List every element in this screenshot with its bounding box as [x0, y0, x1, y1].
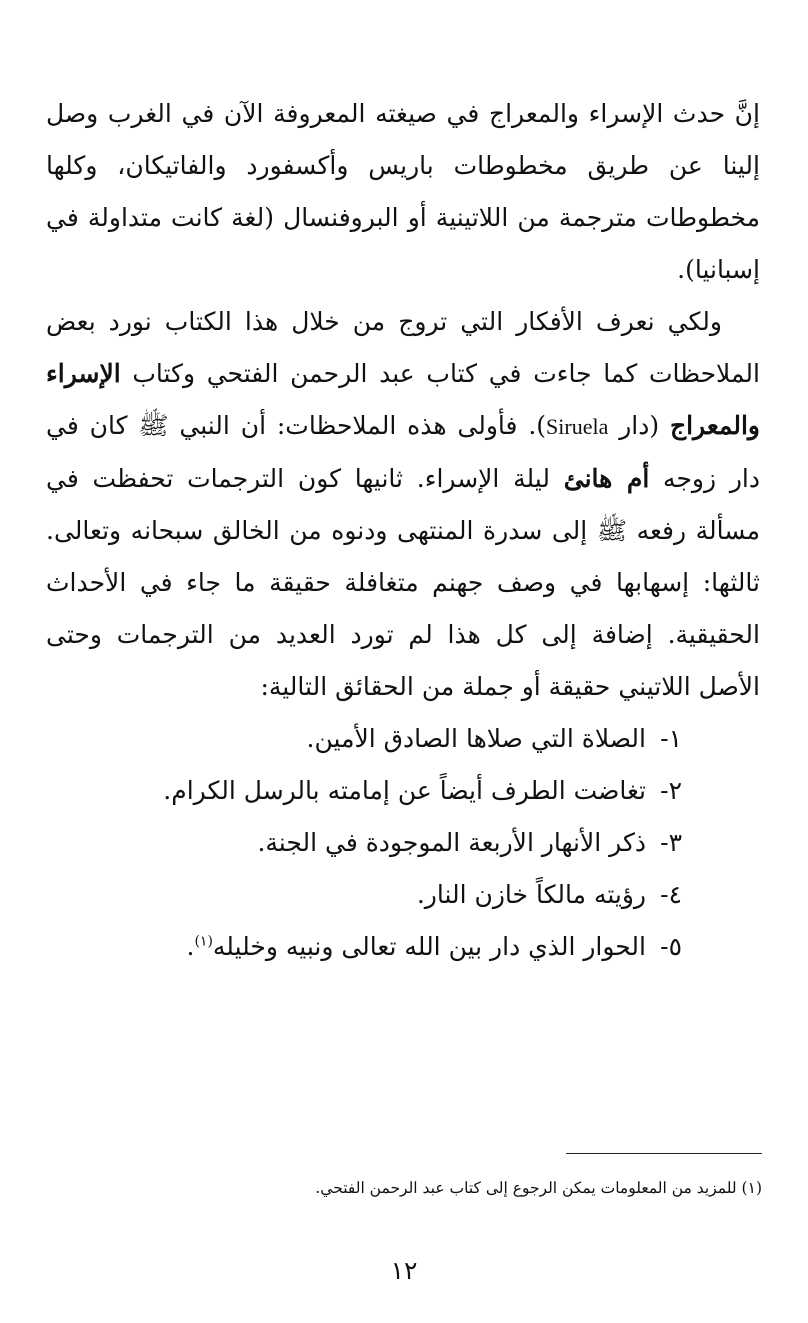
list-item — [46, 921, 682, 973]
footnote-marker: (١) — [741, 1179, 762, 1197]
paragraph-2-text-g: ليلة الإسراء. ثانيها كون الترجمات تحفظت في مسألة رفعه ﷺ إلى سدرة المنتهى ودنوه من الخالق سبحانه وتعالى. ثالثها: إسهابها في وصف جهنم متغافلة حقيقة ما جاء في الأحداث الحقيقية. إضافة إلى كل هذا لم تورد العديد من الترجمات وحتى الأصل اللاتيني حقيقة أو جملة من الحقائق التالية: — [46, 464, 760, 701]
paragraph-2 — [46, 296, 760, 713]
footnote — [48, 1176, 762, 1200]
list-item — [46, 765, 682, 817]
footnote-text: للمزيد من المعلومات يمكن الرجوع إلى كتاب عبد الرحمن الفتحي. — [315, 1179, 737, 1197]
paragraph-1 — [46, 88, 760, 296]
paragraph-2-text-e: ). فأولى هذه الملاحظات: أن النبي ﷺ كان في دار زوجه — [46, 411, 760, 493]
list-item-number: ٥- — [660, 932, 682, 961]
facts-list — [46, 713, 760, 973]
list-item-text: ذكر الأنهار الأربعة الموجودة في الجنة. — [257, 828, 646, 857]
main-text — [46, 88, 760, 973]
list-item-text: رؤيته مالكاً خازن النار. — [416, 880, 646, 909]
paragraph-2-text-c: (دار — [608, 411, 670, 440]
list-item-number: ٣- — [660, 828, 682, 857]
list-item-text: تغاضت الطرف أيضاً عن إمامته بالرسل الكرام. — [163, 776, 646, 805]
list-item — [46, 713, 682, 765]
list-item-number: ٤- — [660, 880, 682, 909]
book-title-bold: الإسراء والمعراج — [46, 359, 760, 440]
paragraph-1-text: إنَّ حدث الإسراء والمعراج في صيغته المعروفة الآن في الغرب وصل إلينا عن طريق مخطوطات باريس وأكسفورد والفاتيكان، وكلها مخطوطات مترجمة من اللاتينية أو البروفنسال (لغة كانت متداولة في إسبانيا). — [46, 99, 760, 284]
paragraph-2-text-a: ولكي نعرف الأفكار التي تروج من خلال هذا الكتاب نورد بعض الملاحظات كما جاءت في كتاب عبد الرحمن الفتحي وكتاب — [46, 307, 760, 388]
list-item — [46, 817, 682, 869]
list-item-text: الصلاة التي صلاها الصادق الأمين. — [306, 724, 646, 753]
list-item-number: ١- — [660, 724, 682, 753]
list-item-number: ٢- — [660, 776, 682, 805]
page-number: ١٢ — [390, 1256, 418, 1285]
list-item-end: . — [186, 932, 195, 961]
publisher-name: Siruela — [546, 414, 609, 439]
footnote-reference[interactable]: (١) — [194, 933, 213, 950]
list-item — [46, 869, 682, 921]
list-item-text: الحوار الذي دار بين الله تعالى ونبيه وخليله — [212, 932, 646, 961]
footnote-divider — [566, 1153, 762, 1154]
name-bold: أم هانئ — [563, 464, 650, 493]
